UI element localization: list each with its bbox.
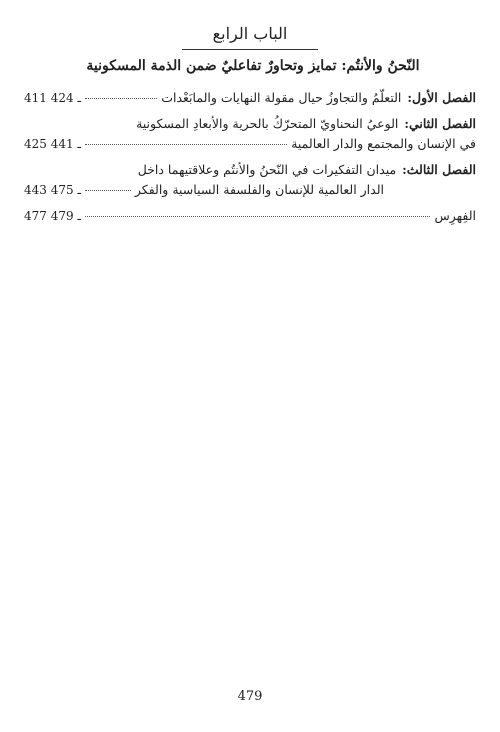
index-label: الفِهرِس: [434, 208, 476, 223]
toc-entry-chapter-1: [24, 90, 476, 110]
toc-entry-chapter-3-continued: [24, 182, 476, 202]
chapter-2-label: الفصل الثاني:: [404, 116, 476, 131]
page-number: 479: [237, 689, 263, 704]
chapter-3-title-line-2: الدار العالمية للإنسان والفلسفة السياسية والفكر: [134, 182, 384, 197]
chapter-1-pages: 411 ـ 424: [24, 91, 81, 105]
toc-entry-index: [24, 208, 476, 228]
chapter-3-title-line-1: ميدان التفكيرات في النّحنُ والأنتُم وعلاقتيهما داخل: [137, 162, 397, 177]
chapter-2-title-line-2: في الإنسان والمجتمع والدار العالمية: [291, 136, 476, 151]
dot-leader: [85, 190, 131, 191]
chapter-2-title-line-1: الوعيُ النحناويّ المتحرّكُ بالحرية والأبعادِ المسكونية: [136, 116, 399, 131]
title-underline: [182, 49, 318, 50]
part-subtitle: النّحنُ والأنتُم: تمايز وتحاورٌ تفاعليٌ ضمن الذمة المسكونية: [86, 58, 420, 74]
chapter-2-pages: 425 ـ 441: [24, 137, 81, 151]
dot-leader: [85, 98, 157, 99]
part-title: الباب الرابع: [212, 24, 288, 43]
toc-entry-chapter-2: [24, 116, 476, 136]
index-pages: 477 ـ 479: [24, 209, 81, 223]
toc-entry-chapter-2-continued: [24, 136, 476, 156]
chapter-1-title: التعلّمُ والتجاوزُ حيال مقولة النهايات والمابَعْدات: [161, 90, 402, 105]
toc-entry-chapter-3: [24, 162, 476, 182]
dot-leader: [85, 144, 287, 145]
chapter-3-label: الفصل الثالث:: [402, 162, 476, 177]
dot-leader: [85, 216, 431, 217]
chapter-3-pages: 443 ـ 475: [24, 183, 81, 197]
chapter-1-label: الفصل الأول:: [407, 90, 476, 105]
table-of-contents: [24, 90, 476, 228]
